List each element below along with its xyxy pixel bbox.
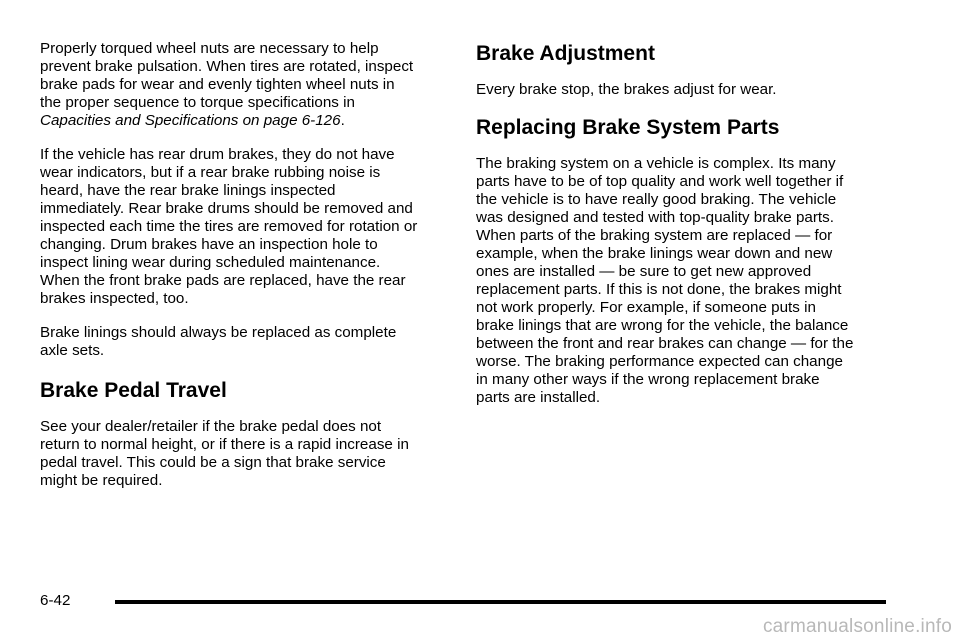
footer-rule (115, 600, 886, 604)
paragraph-replacing-parts: The braking system on a vehicle is complex. Its many parts have to be of top quality and work well together if the vehicle is to have really good braking. The vehicle was designed and tested with top-quality brake parts. When parts of the braking system are replaced — for example, when the brake linings wear down and new ones are installed — be sure to get new approved replacement parts. If this is not done, the brakes might not work properly. For example, if someone puts in brake linings that are wrong for the vehicle, the balance between the front and rear brakes can change — for the worse. The braking performance expected can change in many other ways if the wrong replacement brake parts are installed. (476, 155, 854, 406)
paragraph-axle-sets: Brake linings should always be replaced as complete axle sets. (40, 324, 397, 359)
heading-replacing-parts: Replacing Brake System Parts (476, 116, 780, 139)
paragraph-drum-brakes: If the vehicle has rear drum brakes, they do not have wear indicators, but if a rear brake rubbing noise is heard, have the rear brake linings inspected immediately. Rear brake drums should be removed and inspected each time the tires are removed for rotation or changing. Drum brakes have an inspection hole to inspect lining wear during scheduled maintenance. When the front brake pads are replaced, have the rear brakes inspected, too. (40, 146, 418, 307)
paragraph-adjustment: Every brake stop, the brakes adjust for wear. (476, 81, 777, 98)
spec-reference: Capacities and Specifications on page 6-126 (40, 112, 341, 129)
left-column (40, 40, 450, 506)
watermark: carmanualsonline.info (762, 616, 952, 637)
page-number: 6-42 (40, 592, 71, 609)
paragraph-wheel-nuts: Properly torqued wheel nuts are necessary to help prevent brake pulsation. When tires are rotated, inspect brake pads for wear and evenly tighten wheel nuts in the proper sequence to torque specifications in Capacities and Specifications on page 6-126. (40, 40, 414, 129)
right-column (476, 40, 886, 423)
heading-brake-pedal-travel: Brake Pedal Travel (40, 379, 227, 402)
paragraph-pedal-travel: See your dealer/retailer if the brake pedal does not return to normal height, or if there is a rapid increase in pedal travel. This could be a sign that brake service might be required. (40, 418, 409, 489)
heading-brake-adjustment: Brake Adjustment (476, 42, 655, 65)
